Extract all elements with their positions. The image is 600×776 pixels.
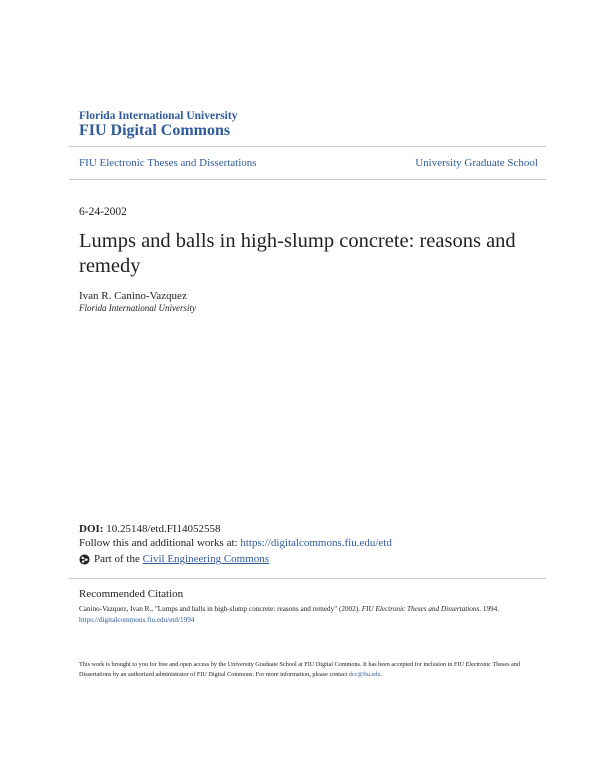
footer-period: . <box>380 671 382 678</box>
collection-link[interactable]: FIU Electronic Theses and Dissertations <box>79 157 257 169</box>
graduate-school-link[interactable]: University Graduate School <box>415 157 538 169</box>
network-icon <box>79 554 90 565</box>
doi-label: DOI: <box>79 523 104 535</box>
collection-url-link[interactable]: https://digitalcommons.fiu.edu/etd <box>240 537 392 549</box>
doi-line <box>79 523 220 535</box>
citation-text <box>79 604 529 625</box>
header-divider <box>69 179 546 180</box>
contact-email-link[interactable]: dcc@fiu.edu <box>348 671 381 678</box>
institution-name: Florida International University <box>79 110 238 122</box>
civil-engineering-commons-link[interactable]: Civil Engineering Commons <box>142 553 270 565</box>
follow-text: Follow this and additional works at: <box>79 537 238 549</box>
part-of-line <box>79 553 269 565</box>
top-divider <box>69 146 546 147</box>
publication-date: 6-24-2002 <box>79 206 127 218</box>
citation-divider <box>69 578 546 579</box>
citation-body: Canino-Vazquez, Ivan R., "Lumps and balls in high-slump concrete: reasons and remedy" (2002). <box>79 605 360 613</box>
footer-notice <box>79 660 524 680</box>
citation-number: . 1994. <box>479 605 500 613</box>
citation-url-link[interactable]: https://digitalcommons.fiu.edu/etd/1994 <box>79 615 195 624</box>
part-of-text: Part of the <box>94 553 140 565</box>
citation-heading: Recommended Citation <box>79 588 184 600</box>
page-title: Lumps and balls in high-slump concrete: reasons and remedy <box>79 230 516 277</box>
follow-line <box>79 537 392 549</box>
author-affiliation: Florida International University <box>79 303 196 313</box>
doi-value[interactable]: 10.25148/etd.FI14052558 <box>106 523 221 535</box>
citation-series: FIU Electronic Theses and Dissertations <box>361 605 480 613</box>
author-name: Ivan R. Canino-Vazquez <box>79 290 187 302</box>
footer-text: This work is brought to you for free and open access by the University Graduate School at FIU Digital Commons. It has been accepted for inclusion in FIU Electronic Theses and Dissertations by an authorized administrator of FIU Digital Commons. For more information, please contact <box>79 661 520 678</box>
site-name[interactable]: FIU Digital Commons <box>79 122 231 139</box>
